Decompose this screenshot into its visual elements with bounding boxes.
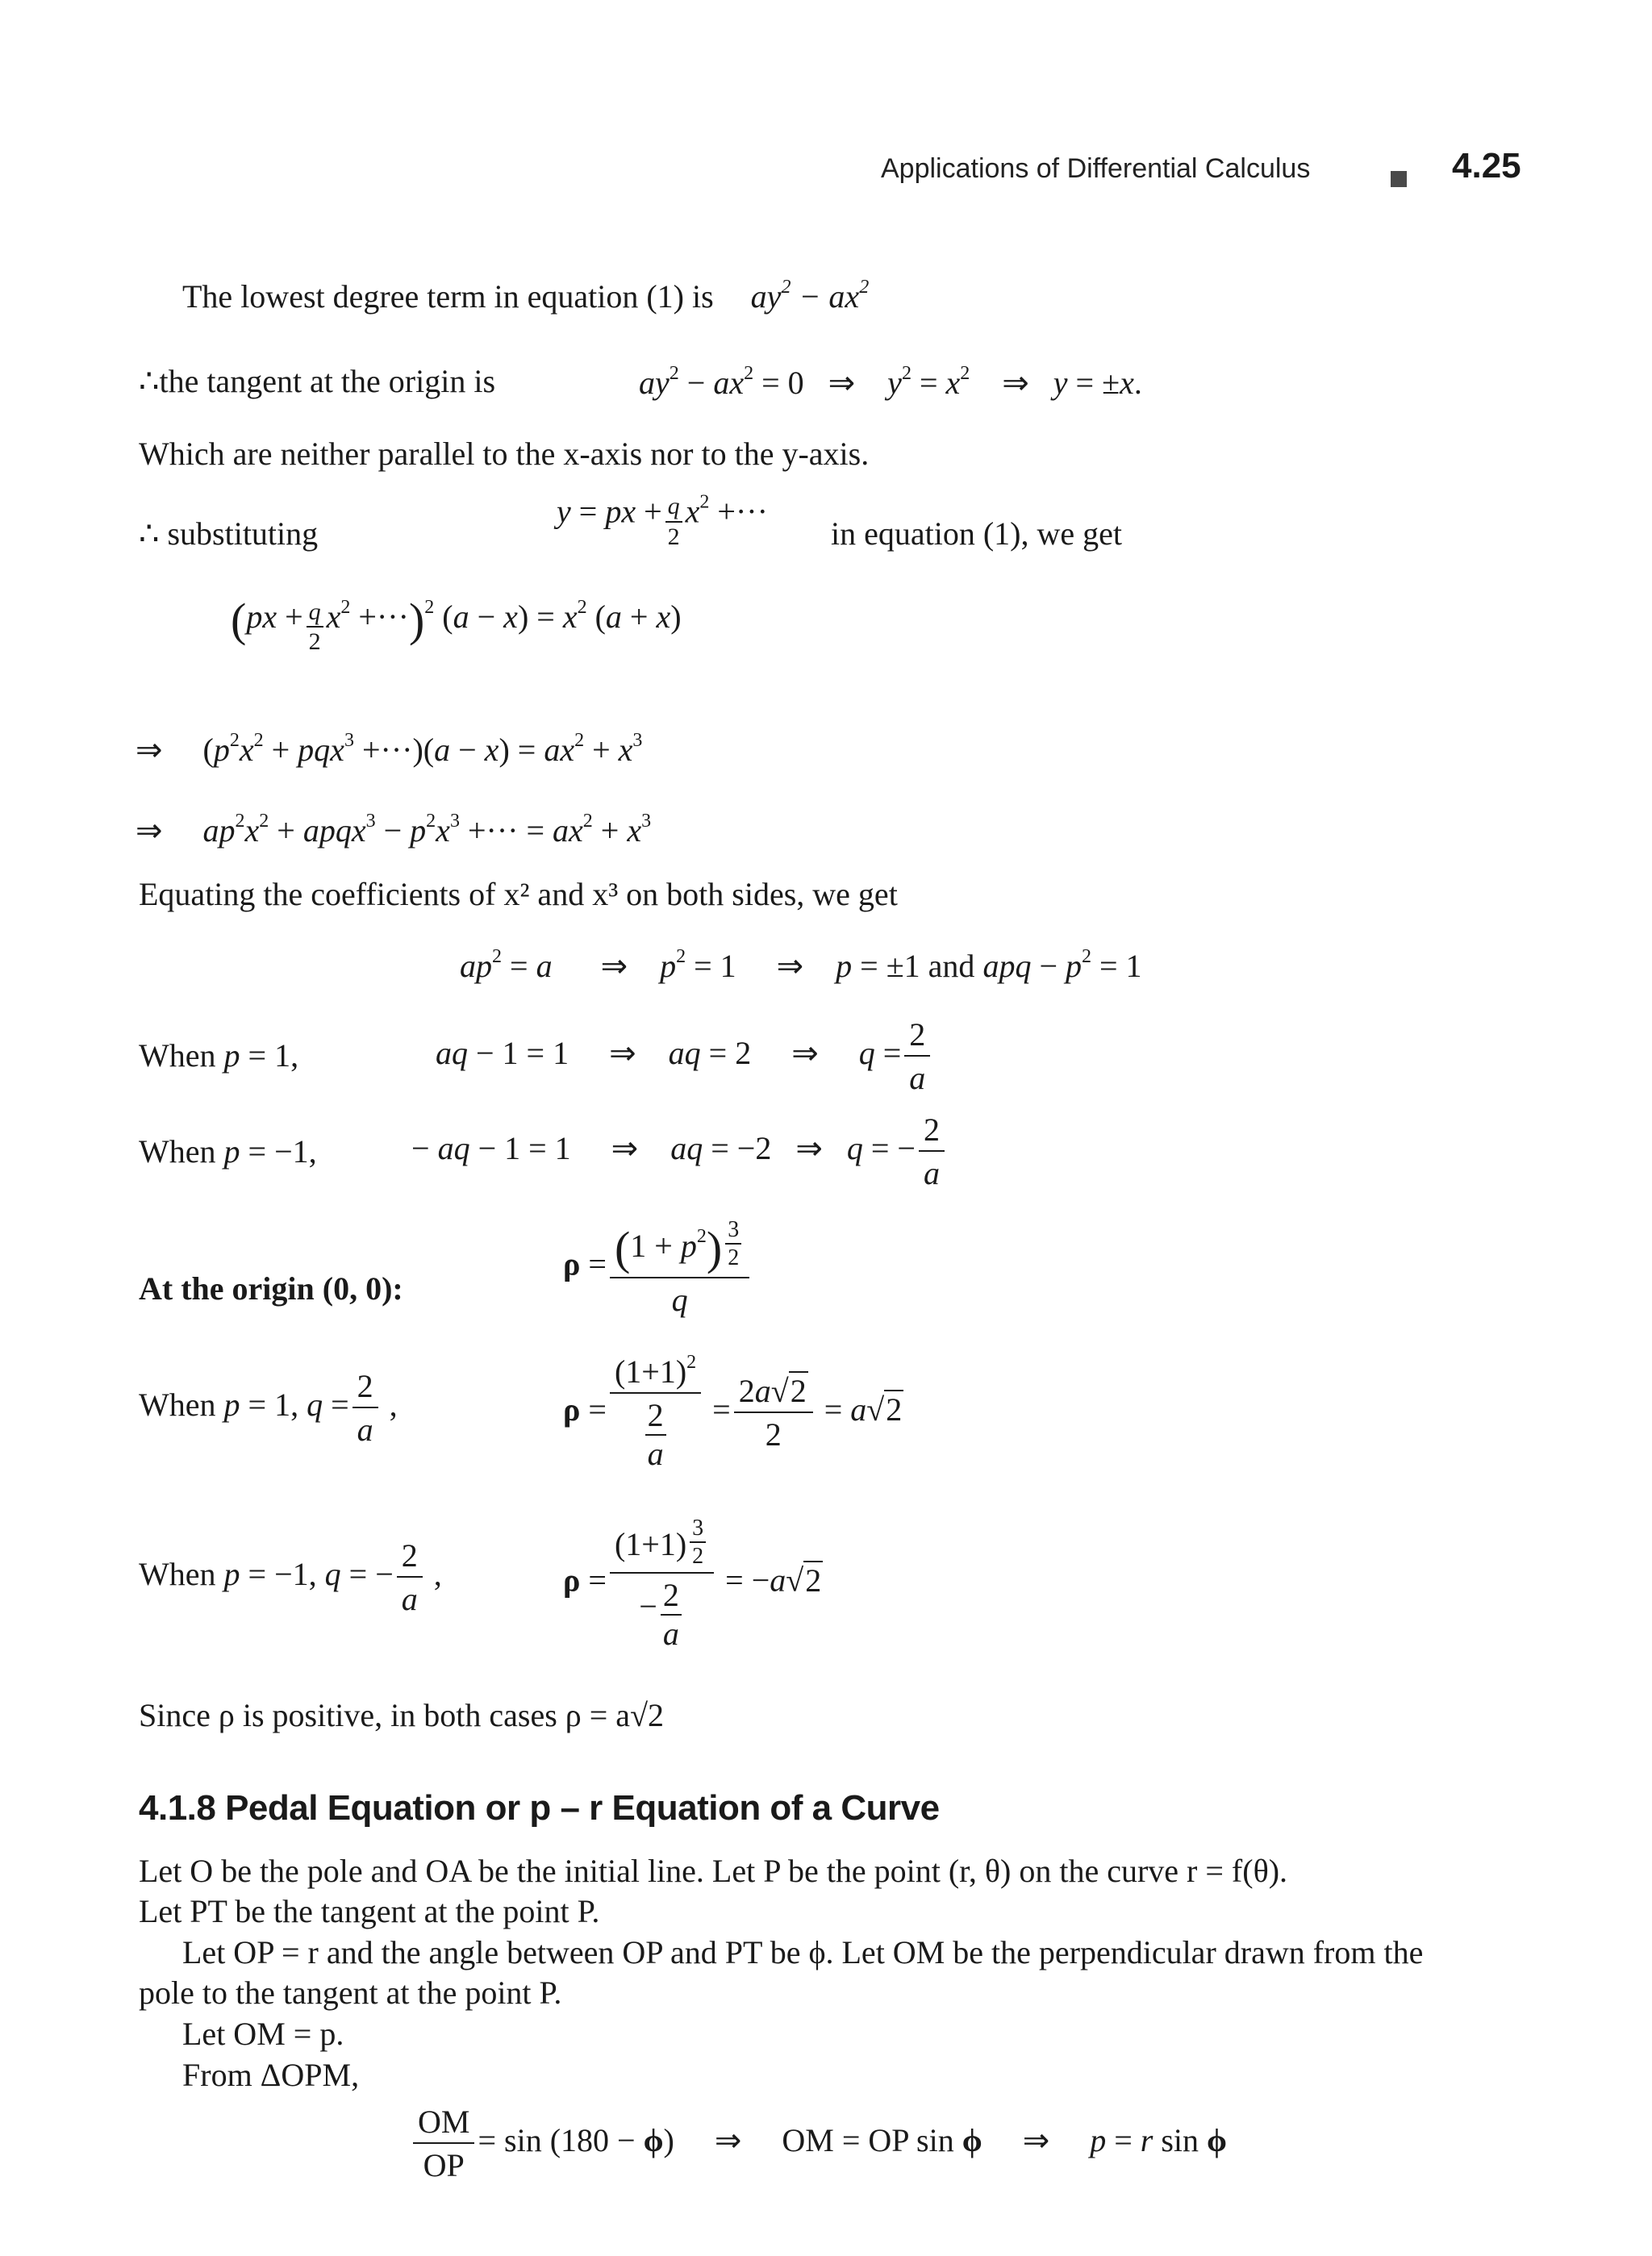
running-header — [881, 155, 1310, 182]
expanded-equation-1: ⇒ $(p^2x^2 + pqx^3 +\cdot\cdot\cdot)(a - x) = ax^2 + x^3$ — [136, 730, 643, 768]
therefore-symbol: ∴ — [139, 515, 160, 552]
rho-formula: ρ = $(1 + p^2)$ $^{\frac{3}{2}}$ q — [563, 1218, 753, 1317]
para-line-1: Let O be the pole and OA be the initial line. Let P be the point (r, θ) on the curve r = f(θ). — [139, 1853, 1288, 1889]
rho-case-positive: ρ = $\frac{(1+1)^2}{\frac{2}{a}}$ = $\frac{2a√2}{2}$ = a√2 — [563, 1352, 903, 1472]
para-line-3b: pole to the tangent at the point P. — [139, 1975, 562, 2011]
lowest-degree-text: The lowest degree term in equation (1) is — [182, 278, 714, 315]
tangent-text: the tangent at the origin is — [159, 363, 496, 399]
section-heading: 4.1.8 Pedal Equation or p – r Equation of a Curve — [139, 1788, 940, 1828]
therefore-symbol: ∴ — [139, 363, 160, 399]
lowest-degree-expr: $ay^2 - ax^2$ — [750, 277, 870, 315]
substituting-text: substituting — [167, 515, 319, 552]
since-rho-line: Since ρ is positive, in both cases ρ = a√2 — [139, 1697, 665, 1733]
substitution-expr: y = px + $\frac{q}{2}$ $x^2$ +··· — [557, 491, 768, 550]
header-square-icon — [1391, 160, 1407, 192]
para-line-3a: Let OP = r and the angle between OP and PT be ϕ. Let OM be the perpendicular drawn from the — [182, 1934, 1424, 1970]
when-p1-equation: aq − 1 = 1 ⇒ aq = 2 ⇒ q = $\frac{2}{a}$ — [436, 1018, 933, 1095]
in-equation-text: in equation (1), we get — [831, 515, 1122, 552]
equating-line: Equating the coefficients of x² and x³ on both sides, we get — [139, 876, 898, 912]
para-line-4: Let OM = p. — [182, 2016, 344, 2052]
page-number: 4.25 — [1452, 146, 1521, 186]
at-origin-label: At the origin (0, 0): — [139, 1270, 403, 1307]
when-p1-label: When p = 1, — [139, 1037, 299, 1074]
para-line-5: From ΔOPM, — [182, 2057, 360, 2093]
para-line-2: Let PT be the tangent at the point P. — [139, 1893, 600, 1929]
expanded-equation-2: ⇒ $ap^2x^2$ + apqx$^3$ − $p^2x^3$ +··· = $ax^2 + x^3$ — [136, 811, 652, 849]
pedal-derivation: $\frac{OM}{OP}$ = sin (180 − ϕ) ⇒ OM = OP sin ϕ ⇒ p = r sin ϕ — [410, 2105, 1227, 2183]
rho-case-negative: ρ = (1+1) $^{\frac{3}{2}}$ − $\frac{2}{a}$ = −a√2 — [563, 1516, 822, 1652]
when-pm1-q-label: When p = −1, q = − $\frac{2}{a}$ , — [139, 1537, 442, 1617]
when-pm1-label: When p = −1, — [139, 1133, 317, 1170]
when-pm1-equation: − aq − 1 = 1 ⇒ aq = −2 ⇒ q = − $\frac{2}{a}$ — [411, 1113, 948, 1191]
tangent-line — [139, 365, 495, 398]
when-p1-q-label: When p = 1, q = $\frac{2}{a}$ , — [139, 1368, 398, 1448]
substituting-line — [139, 515, 319, 552]
coefficient-equations: $ap^2 = a$ ⇒ $p^2 = 1$ ⇒ p = ±1 and apq − $p^2 = 1$ — [460, 946, 1142, 984]
tangent-equation: $ay^2 - ax^2 = 0$ ⇒ $y^2 = x^2$ ⇒ y = ±x. — [639, 363, 1142, 401]
and-text: and — [928, 948, 975, 984]
running-title: Applications of Differential Calculus — [881, 153, 1311, 184]
lowest-degree-line — [182, 277, 870, 315]
neither-parallel-line: Which are neither parallel to the x-axis nor to the y-axis. — [139, 436, 870, 472]
substituted-equation: (px + $\frac{q}{2}$ $x^2 +\cdot\cdot\cdot)^2$ $(a - x) = x^2$ (a + x) — [231, 594, 682, 656]
